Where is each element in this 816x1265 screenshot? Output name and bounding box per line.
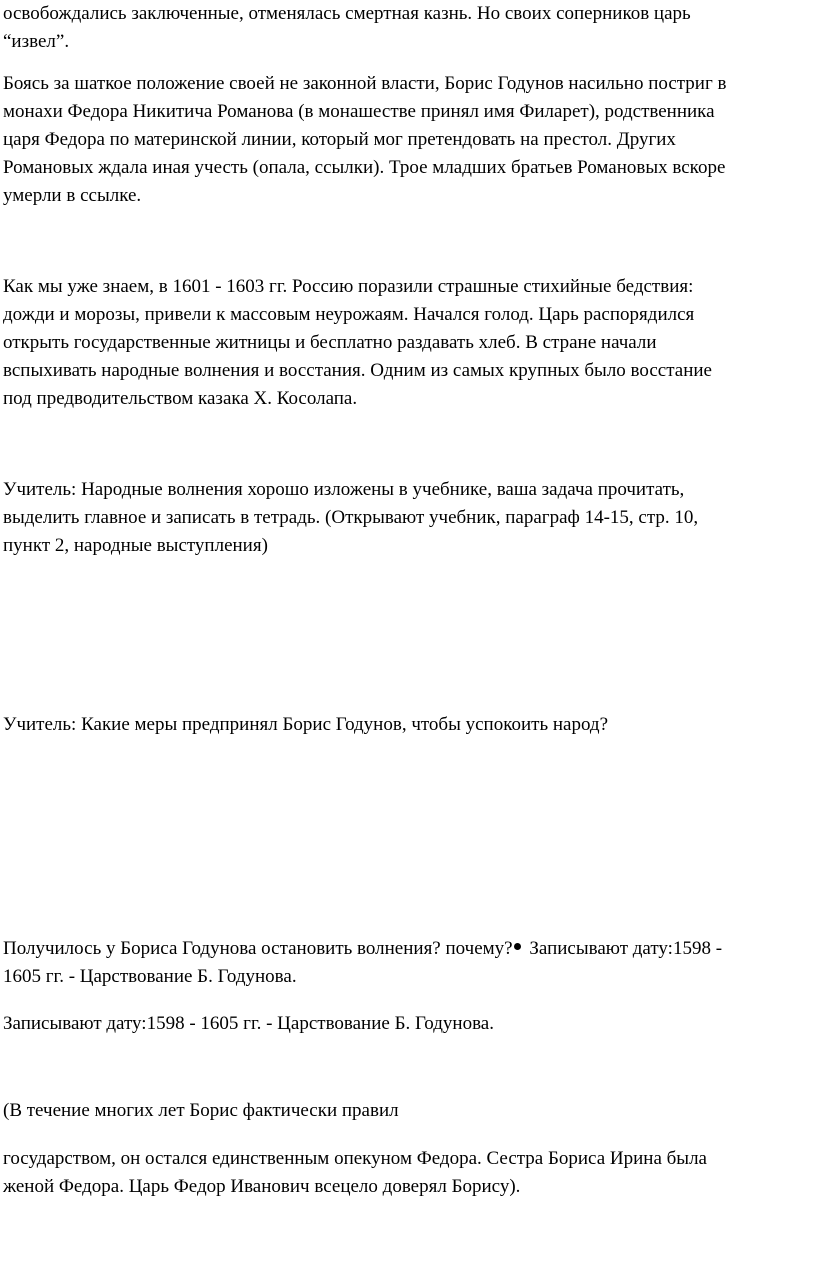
text-line: (В течение многих лет Борис фактически правил — [3, 1100, 399, 1121]
text-line: Как мы уже знаем, в 1601 - 1603 гг. Россию поразили страшные стихийные бедствия: — [3, 276, 694, 297]
text-line: государством, он остался единственным опекуном Федора. Сестра Бориса Ирина была — [3, 1148, 707, 1169]
text-line: умерли в ссылке. — [3, 185, 142, 206]
date-text: Записывают дату:1598 - — [524, 938, 723, 959]
paragraph-question-date — [3, 935, 808, 991]
text-line: Записывают дату:1598 - 1605 гг. - Царствование Б. Годунова. — [3, 1013, 494, 1034]
text-line: выделить главное и записать в тетрадь. (Открывают учебник, параграф 14-15, стр. 10, — [3, 507, 699, 528]
paragraph-guardian — [3, 1145, 808, 1201]
paragraph-boris-rule — [3, 1097, 808, 1125]
paragraph-date — [3, 1010, 808, 1038]
text-line — [3, 935, 808, 963]
text-line: царя Федора по материнской линии, который мог претендовать на престол. Других — [3, 129, 676, 150]
text-line: Романовых ждала иная учесть (опала, ссылки). Трое младших братьев Романовых вскоре — [3, 157, 726, 178]
paragraph-famine — [3, 273, 808, 413]
text-line: монахи Федора Никитича Романова (в монашестве принял имя Филарет), родственника — [3, 101, 715, 122]
text-line: Боясь за шаткое положение своей не законной власти, Борис Годунов насильно постриг в — [3, 73, 727, 94]
text-line: дожди и морозы, привели к массовым неурожаям. Начался голод. Царь распорядился — [3, 304, 695, 325]
text-line: вспыхивать народные волнения и восстания. Одним из самых крупных было восстание — [3, 360, 712, 381]
bullet-icon — [514, 943, 521, 950]
text-line: открыть государственные житницы и бесплатно раздавать хлеб. В стране начали — [3, 332, 657, 353]
text-line: “извел”. — [3, 31, 70, 52]
text-line: Учитель: Народные волнения хорошо изложены в учебнике, ваша задача прочитать, — [3, 479, 685, 500]
paragraph-amnesty — [3, 0, 808, 56]
text-line: 1605 гг. - Царствование Б. Годунова. — [3, 966, 297, 987]
question-text: Получилось у Бориса Годунова остановить волнения? почему? — [3, 938, 513, 959]
text-line: пункт 2, народные выступления) — [3, 535, 268, 556]
paragraph-romanovs — [3, 70, 808, 210]
text-line: под предводительством казака Х. Косолапа. — [3, 388, 358, 409]
text-line: женой Федора. Царь Федор Иванович всецело доверял Борису). — [3, 1176, 521, 1197]
paragraph-teacher-question — [3, 711, 808, 739]
text-line: Учитель: Какие меры предпринял Борис Годунов, чтобы успокоить народ? — [3, 714, 609, 735]
paragraph-teacher-task — [3, 476, 808, 560]
text-line: освобождались заключенные, отменялась смертная казнь. Но своих соперников царь — [3, 3, 691, 24]
